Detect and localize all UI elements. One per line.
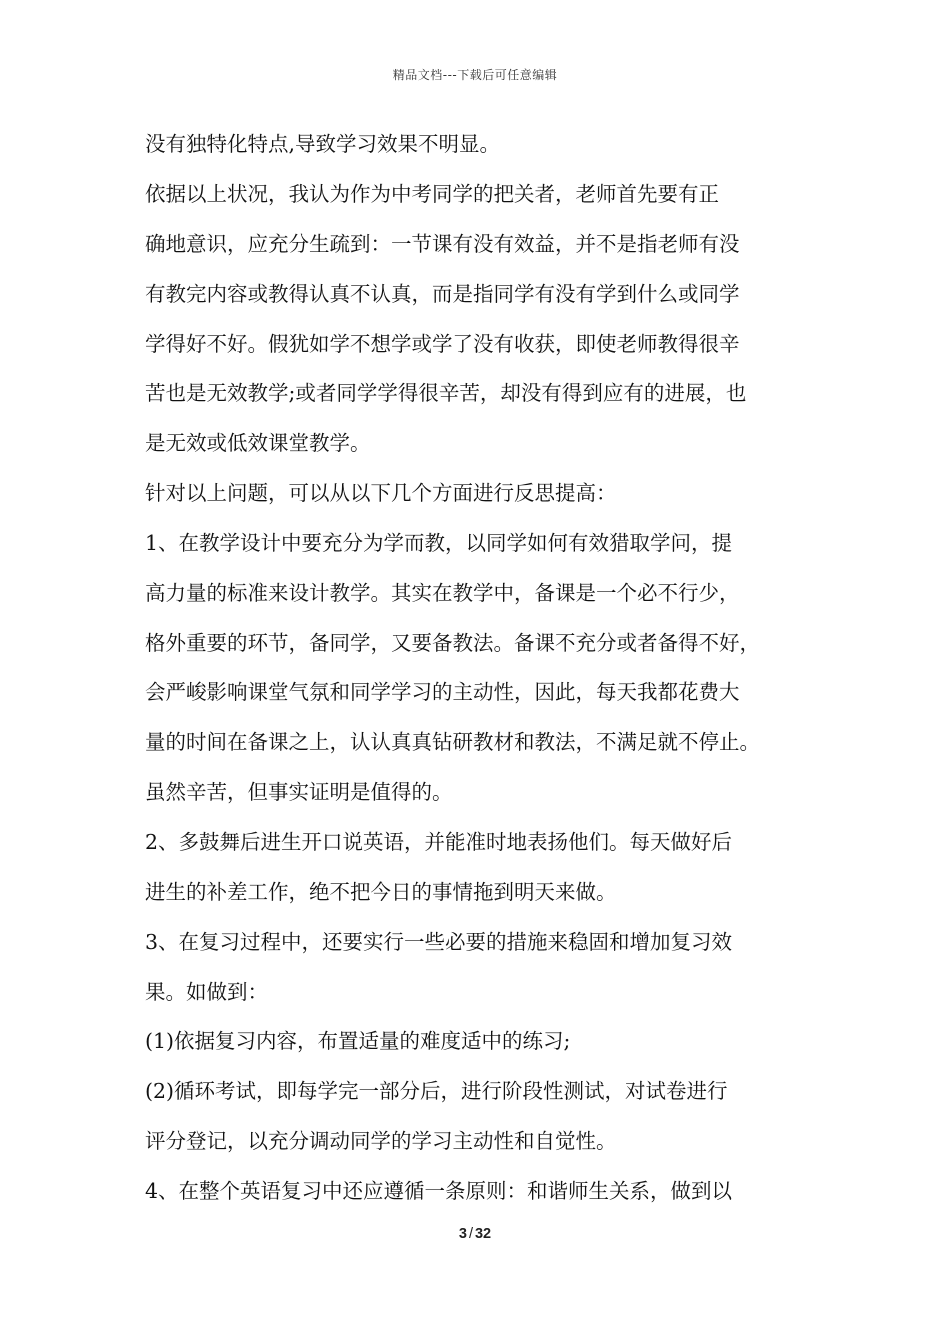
- text-line: 会严峻影响课堂气氛和同学学习的主动性，因此，每天我都花费大: [145, 680, 740, 704]
- text-line: 没有独特化特点,导致学习效果不明显。: [145, 132, 501, 156]
- page-number: [0, 1226, 950, 1242]
- total-pages: 32: [474, 1226, 492, 1242]
- text-line: 果。如做到：: [145, 980, 268, 1004]
- text-line: 3、在复习过程中，还要实行一些必要的措施来稳固和增加复习效: [145, 930, 733, 954]
- text-line: 量的时间在备课之上，认认真真钻研教材和教法，不满足就不停止。: [145, 730, 760, 754]
- text-line: (2)循环考试，即每学完一部分后，进行阶段性测试，对试卷进行: [145, 1079, 728, 1103]
- text-line: 针对以上问题，可以从以下几个方面进行反思提高：: [145, 481, 617, 505]
- text-line: 1、在教学设计中要充分为学而教，以同学如何有效猎取学问，提: [145, 531, 733, 555]
- page-header: 精品文档---下载后可任意编辑: [392, 68, 558, 82]
- text-line: 依据以上状况，我认为作为中考同学的把关者，老师首先要有正: [145, 182, 719, 206]
- text-line: 4、在整个英语复习中还应遵循一条原则：和谐师生关系，做到以: [145, 1179, 733, 1203]
- text-line: 有教完内容或教得认真不认真，而是指同学有没有学到什么或同学: [145, 282, 740, 306]
- page-separator: /: [468, 1226, 473, 1242]
- current-page: 3: [458, 1226, 467, 1242]
- text-line: 进生的补差工作，绝不把今日的事情拖到明天来做。: [145, 880, 617, 904]
- text-line: 虽然辛苦，但事实证明是值得的。: [145, 780, 453, 804]
- text-line: 评分登记，以充分调动同学的学习主动性和自觉性。: [145, 1129, 617, 1153]
- text-line: (1)依据复习内容，布置适量的难度适中的练习;: [145, 1029, 571, 1053]
- text-line: 学得好不好。假犹如学不想学或学了没有收获，即使老师教得很辛: [145, 332, 740, 356]
- text-line: 格外重要的环节，备同学，又要备教法。备课不充分或者备得不好，: [145, 631, 760, 655]
- text-line: 苦也是无效教学;或者同学学得很辛苦，却没有得到应有的进展，也: [145, 381, 747, 405]
- text-line: 2、多鼓舞后进生开口说英语，并能准时地表扬他们。每天做好后: [145, 830, 733, 854]
- text-line: 高力量的标准来设计教学。其实在教学中，备课是一个必不行少，: [145, 581, 740, 605]
- text-line: 确地意识，应充分生疏到：一节课有没有效益，并不是指老师有没: [145, 232, 740, 256]
- text-line: 是无效或低效课堂教学。: [145, 431, 371, 455]
